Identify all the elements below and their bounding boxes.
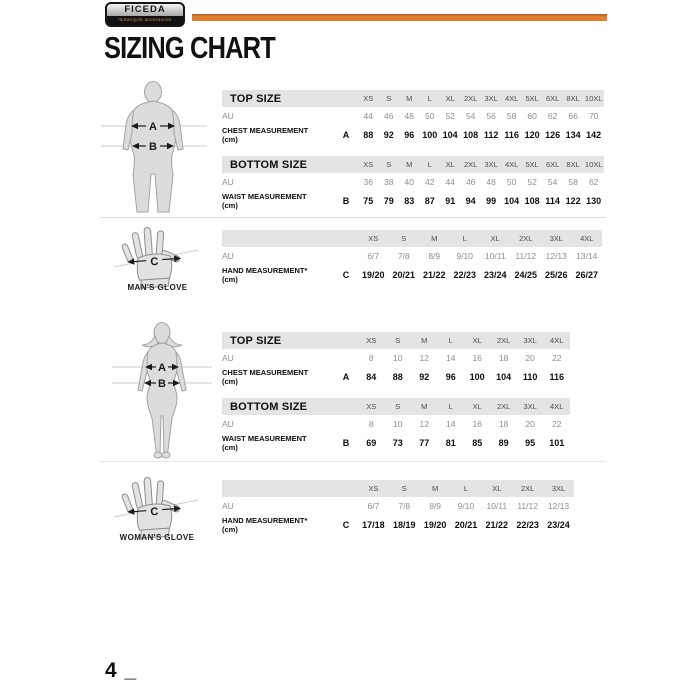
au-value-cell: 38 — [384, 176, 394, 187]
au-value-cell: 12/13 — [547, 500, 570, 511]
au-value-cell: 54 — [465, 110, 476, 121]
women-glove-table — [222, 480, 574, 535]
man-waist-letter: B — [149, 141, 157, 153]
au-value-cell: 48 — [404, 110, 414, 121]
woman-glove-figure — [108, 473, 204, 541]
size-header-cell: 4XL — [501, 90, 521, 107]
measurement-label-text: WAIST MEASUREMENT — [222, 191, 307, 201]
measurement-value-cell: 79 — [383, 195, 394, 206]
au-value-cell: 8/9 — [429, 500, 442, 511]
measurement-value-cell: 17/18 — [362, 519, 385, 530]
men-bottom-size-table — [222, 156, 604, 211]
au-value-cell: 9/10 — [456, 250, 474, 261]
measurement-unit: (cm) — [222, 274, 238, 284]
au-value-cell: 36 — [363, 176, 373, 187]
section-divider — [100, 461, 606, 462]
measurement-row — [222, 124, 604, 145]
au-label: AU — [222, 500, 234, 511]
measurement-value-cell: 104 — [504, 195, 520, 206]
size-header-cell: 2XL — [490, 332, 516, 349]
measurement-value-cell: 77 — [419, 437, 430, 448]
measurement-row — [222, 432, 570, 453]
measurement-value-cell: 24/25 — [514, 269, 538, 280]
size-header-cell: L — [450, 230, 481, 247]
size-header-cell: 6XL — [542, 156, 562, 173]
letter-spacer — [334, 497, 358, 514]
man-chest-letter: A — [149, 121, 157, 133]
size-header-cell: 8XL — [563, 156, 583, 173]
measurement-label — [222, 432, 334, 453]
size-header-cell: XL — [440, 156, 460, 173]
man-glove-label: MAN'S GLOVE — [127, 283, 188, 292]
size-header-cell: XL — [481, 480, 512, 497]
measurement-value-cell: 130 — [586, 195, 602, 206]
brand-logo — [105, 2, 185, 27]
size-header-cell: M — [419, 230, 450, 247]
size-header-cell: S — [379, 90, 399, 107]
letter-spacer — [334, 415, 358, 432]
size-header-cell: XS — [358, 230, 389, 247]
measurement-value-cell: 91 — [445, 195, 456, 206]
au-value-cell: 14 — [445, 352, 456, 363]
au-value-cell: 46 — [465, 176, 476, 187]
women-glove-table-block — [222, 480, 574, 535]
measurement-row — [222, 366, 570, 387]
size-header-cell: XL — [464, 398, 490, 415]
measurement-value-cell: 126 — [545, 129, 561, 140]
au-value-cell: 10 — [393, 418, 403, 429]
measurement-row — [222, 190, 604, 211]
measurement-letter: A — [342, 129, 350, 140]
measurement-label — [222, 190, 334, 211]
measurement-letter: B — [342, 437, 350, 448]
au-value-cell: 50 — [424, 110, 435, 121]
measurement-label-text: WAIST MEASUREMENT — [222, 433, 307, 443]
size-header-row — [222, 398, 570, 415]
au-value-cell: 6/7 — [367, 250, 380, 261]
size-header-cell: 10XL — [583, 90, 604, 107]
men-tables — [222, 90, 604, 211]
au-row — [222, 247, 602, 264]
au-value-cell: 6/7 — [367, 500, 380, 511]
measurement-value-cell: 18/19 — [393, 519, 416, 530]
measurement-letter: C — [342, 269, 350, 280]
au-value-cell: 20 — [525, 352, 535, 363]
measurement-row — [222, 264, 602, 285]
section-divider — [100, 217, 606, 218]
size-header-cell: 2XL — [511, 230, 542, 247]
measurement-label-text: HAND MEASUREMENT* — [222, 265, 308, 275]
table-title: BOTTOM SIZE — [222, 398, 358, 415]
size-header-cell: 3XL — [543, 480, 574, 497]
measurement-unit: (cm) — [222, 376, 238, 386]
au-value-cell: 8 — [368, 418, 374, 429]
au-value-cell: 54 — [547, 176, 558, 187]
au-row — [222, 173, 604, 190]
measurement-value-cell: 134 — [565, 129, 581, 140]
man-glove-hand — [108, 223, 204, 291]
measurement-value-cell: 122 — [565, 195, 581, 206]
size-header-cell: S — [385, 398, 411, 415]
measurement-value-cell: 114 — [545, 195, 560, 206]
size-header-cell: 3XL — [481, 156, 501, 173]
men-top-size-table — [222, 90, 604, 145]
measurement-label-text: HAND MEASUREMENT* — [222, 515, 308, 525]
au-value-cell: 48 — [486, 176, 496, 187]
measurement-value-cell: 22/23 — [516, 519, 539, 530]
au-value-cell: 56 — [486, 110, 496, 121]
brand-logo-title: FICEDA — [107, 4, 183, 16]
au-value-cell: 46 — [384, 110, 394, 121]
woman-body-figure — [112, 320, 212, 462]
women-top-size-table — [222, 332, 570, 387]
size-header-cell: XL — [480, 230, 511, 247]
size-header-cell: S — [385, 332, 411, 349]
women-bottom-size-table — [222, 398, 570, 453]
au-value-cell: 62 — [547, 110, 558, 121]
au-value-cell: 10 — [393, 352, 403, 363]
size-header-row — [222, 90, 604, 107]
measurement-value-cell: 21/22 — [485, 519, 509, 530]
measurement-value-cell: 96 — [445, 371, 456, 382]
page-number: 4 _ — [105, 659, 138, 682]
au-row — [222, 349, 570, 366]
size-header-cell: M — [420, 480, 451, 497]
men-glove-table-block — [222, 230, 602, 285]
measurement-value-cell: 89 — [498, 437, 509, 448]
woman-glove-hand — [108, 473, 204, 541]
measurement-value-cell: 23/24 — [483, 269, 507, 280]
measurement-value-cell: 104 — [496, 371, 512, 382]
size-header-cell: XS — [358, 90, 378, 107]
measurement-row — [222, 514, 574, 535]
letter-spacer — [334, 107, 358, 124]
table-title-empty — [222, 230, 358, 247]
size-header-cell: 4XL — [501, 156, 521, 173]
measurement-unit: (cm) — [222, 200, 238, 210]
measurement-value-cell: 120 — [524, 129, 540, 140]
measurement-value-cell: 95 — [525, 437, 536, 448]
measurement-value-cell: 108 — [463, 129, 479, 140]
man-body-figure — [101, 80, 207, 218]
au-value-cell: 14 — [445, 418, 456, 429]
size-header-cell: M — [399, 156, 419, 173]
measurement-label — [222, 124, 334, 145]
woman-glove-letter: C — [149, 505, 159, 519]
au-value-cell: 7/8 — [397, 250, 410, 261]
man-silhouette — [101, 80, 207, 218]
measurement-value-cell: 142 — [586, 129, 602, 140]
au-value-cell: 8 — [368, 352, 374, 363]
au-value-cell: 22 — [551, 352, 562, 363]
au-value-cell: 11/12 — [517, 500, 538, 511]
brand-logo-subtitle: motorcycle accessories — [107, 16, 183, 25]
size-header-cell: XS — [358, 332, 384, 349]
au-value-cell: 52 — [445, 110, 455, 121]
measurement-value-cell: 100 — [422, 129, 438, 140]
measurement-label-text: CHEST MEASUREMENT — [222, 125, 309, 135]
size-header-cell: L — [419, 90, 439, 107]
size-header-cell: 5XL — [522, 156, 542, 173]
au-value-cell: 58 — [568, 176, 578, 187]
woman-chest-letter: A — [158, 362, 166, 374]
size-header-row — [222, 156, 604, 173]
au-value-cell: 60 — [527, 110, 537, 121]
size-header-cell: XS — [358, 156, 378, 173]
size-header-cell: 3XL — [517, 398, 543, 415]
size-header-cell: XS — [358, 398, 384, 415]
size-header-cell: XL — [440, 90, 460, 107]
woman-waist-letter: B — [158, 378, 166, 390]
table-title-empty — [222, 480, 358, 497]
size-header-cell: L — [437, 332, 463, 349]
measurement-value-cell: 85 — [472, 437, 483, 448]
page-title: SIZING CHART — [104, 30, 275, 65]
size-header-cell: S — [389, 480, 420, 497]
au-value-cell: 16 — [472, 418, 482, 429]
size-header-cell: L — [419, 156, 439, 173]
au-value-cell: 12 — [419, 352, 429, 363]
au-value-cell: 9/10 — [457, 500, 475, 511]
measurement-value-cell: 110 — [522, 371, 538, 382]
measurement-value-cell: 25/26 — [544, 269, 568, 280]
man-glove-letter: C — [149, 255, 159, 269]
au-value-cell: 8/9 — [428, 250, 441, 261]
size-header-cell: L — [437, 398, 463, 415]
letter-spacer — [334, 247, 358, 264]
size-header-cell: 5XL — [522, 90, 542, 107]
measurement-value-cell: 88 — [363, 129, 374, 140]
women-tables — [222, 332, 570, 453]
au-value-cell: 16 — [472, 352, 482, 363]
measurement-label — [222, 366, 334, 387]
measurement-letter: A — [342, 371, 350, 382]
measurement-value-cell: 87 — [424, 195, 435, 206]
measurement-value-cell: 20/21 — [392, 269, 416, 280]
au-row — [222, 107, 604, 124]
au-value-cell: 62 — [588, 176, 599, 187]
measurement-value-cell: 92 — [419, 371, 430, 382]
measurement-value-cell: 116 — [549, 371, 564, 382]
measurement-value-cell: 81 — [445, 437, 456, 448]
size-header-cell: 4XL — [572, 230, 603, 247]
au-value-cell: 7/8 — [398, 500, 411, 511]
size-header-cell: XL — [464, 332, 490, 349]
measurement-value-cell: 104 — [442, 129, 458, 140]
measurement-value-cell: 92 — [383, 129, 394, 140]
measurement-value-cell: 19/20 — [423, 519, 447, 530]
measurement-value-cell: 99 — [486, 195, 497, 206]
measurement-value-cell: 69 — [366, 437, 377, 448]
size-header-cell: S — [389, 230, 420, 247]
measurement-value-cell: 26/27 — [575, 269, 599, 280]
table-title: TOP SIZE — [222, 332, 358, 349]
measurement-letter: B — [342, 195, 350, 206]
measurement-value-cell: 20/21 — [454, 519, 478, 530]
size-header-cell: 2XL — [460, 156, 480, 173]
au-value-cell: 44 — [445, 176, 455, 187]
measurement-label — [222, 514, 334, 535]
au-value-cell: 66 — [568, 110, 578, 121]
size-header-cell: 10XL — [583, 156, 604, 173]
table-title: BOTTOM SIZE — [222, 156, 358, 173]
au-value-cell: 18 — [498, 352, 509, 363]
size-header-cell: 3XL — [517, 332, 543, 349]
measurement-value-cell: 116 — [504, 129, 519, 140]
measurement-value-cell: 84 — [366, 371, 377, 382]
woman-silhouette — [112, 320, 212, 462]
size-header-cell: M — [411, 398, 437, 415]
au-value-cell: 20 — [525, 418, 535, 429]
size-header-cell: M — [399, 90, 419, 107]
measurement-unit: (cm) — [222, 442, 238, 452]
au-value-cell: 13/14 — [576, 250, 598, 261]
au-label: AU — [222, 352, 234, 363]
size-header-row — [222, 332, 570, 349]
au-row — [222, 497, 574, 514]
man-glove-figure — [108, 223, 204, 291]
measurement-unit: (cm) — [222, 524, 238, 534]
measurement-value-cell: 88 — [392, 371, 403, 382]
measurement-value-cell: 101 — [549, 437, 565, 448]
size-header-cell: 2XL — [460, 90, 480, 107]
size-header-cell: 2XL — [512, 480, 543, 497]
au-label: AU — [222, 176, 234, 187]
size-header-row — [222, 480, 574, 497]
measurement-value-cell: 22/23 — [453, 269, 477, 280]
au-label: AU — [222, 418, 234, 429]
letter-spacer — [334, 173, 358, 190]
au-value-cell: 42 — [424, 176, 435, 187]
accent-bar — [192, 14, 607, 21]
letter-spacer — [334, 349, 358, 366]
woman-glove-label: WOMAN'S GLOVE — [119, 533, 195, 542]
au-value-cell: 40 — [404, 176, 414, 187]
measurement-value-cell: 73 — [392, 437, 403, 448]
measurement-value-cell: 94 — [465, 195, 476, 206]
size-header-cell: 4XL — [543, 398, 570, 415]
measurement-value-cell: 23/24 — [547, 519, 570, 530]
measurement-value-cell: 21/22 — [422, 269, 446, 280]
size-header-cell: M — [411, 332, 437, 349]
au-value-cell: 22 — [551, 418, 562, 429]
au-value-cell: 18 — [498, 418, 509, 429]
size-header-cell: 3XL — [541, 230, 572, 247]
au-value-cell: 12 — [419, 418, 429, 429]
measurement-label — [222, 264, 334, 285]
size-header-cell: 6XL — [542, 90, 562, 107]
table-title: TOP SIZE — [222, 90, 358, 107]
measurement-value-cell: 83 — [404, 195, 415, 206]
au-value-cell: 10/11 — [486, 500, 508, 511]
au-value-cell: 12/13 — [545, 250, 567, 261]
au-value-cell: 70 — [588, 110, 599, 121]
measurement-value-cell: 112 — [483, 129, 499, 140]
size-header-cell: 3XL — [481, 90, 501, 107]
au-value-cell: 11/12 — [515, 250, 537, 261]
measurement-value-cell: 100 — [469, 371, 485, 382]
au-value-cell: 52 — [527, 176, 537, 187]
au-label: AU — [222, 250, 234, 261]
measurement-value-cell: 108 — [524, 195, 540, 206]
measurement-letter: C — [342, 519, 350, 530]
au-value-cell: 50 — [506, 176, 517, 187]
size-header-cell: 8XL — [563, 90, 583, 107]
measurement-value-cell: 19/20 — [361, 269, 385, 280]
size-header-cell: XS — [358, 480, 389, 497]
au-value-cell: 44 — [363, 110, 373, 121]
au-row — [222, 415, 570, 432]
au-value-cell: 58 — [506, 110, 517, 121]
size-header-cell: L — [451, 480, 482, 497]
au-value-cell: 10/11 — [484, 250, 506, 261]
size-header-cell: 2XL — [490, 398, 516, 415]
measurement-value-cell: 96 — [404, 129, 415, 140]
measurement-value-cell: 75 — [363, 195, 374, 206]
size-header-cell: S — [379, 156, 399, 173]
measurement-label-text: CHEST MEASUREMENT — [222, 367, 309, 377]
men-glove-table — [222, 230, 602, 285]
size-header-cell: 4XL — [543, 332, 570, 349]
size-header-row — [222, 230, 602, 247]
au-label: AU — [222, 110, 234, 121]
measurement-unit: (cm) — [222, 134, 238, 144]
